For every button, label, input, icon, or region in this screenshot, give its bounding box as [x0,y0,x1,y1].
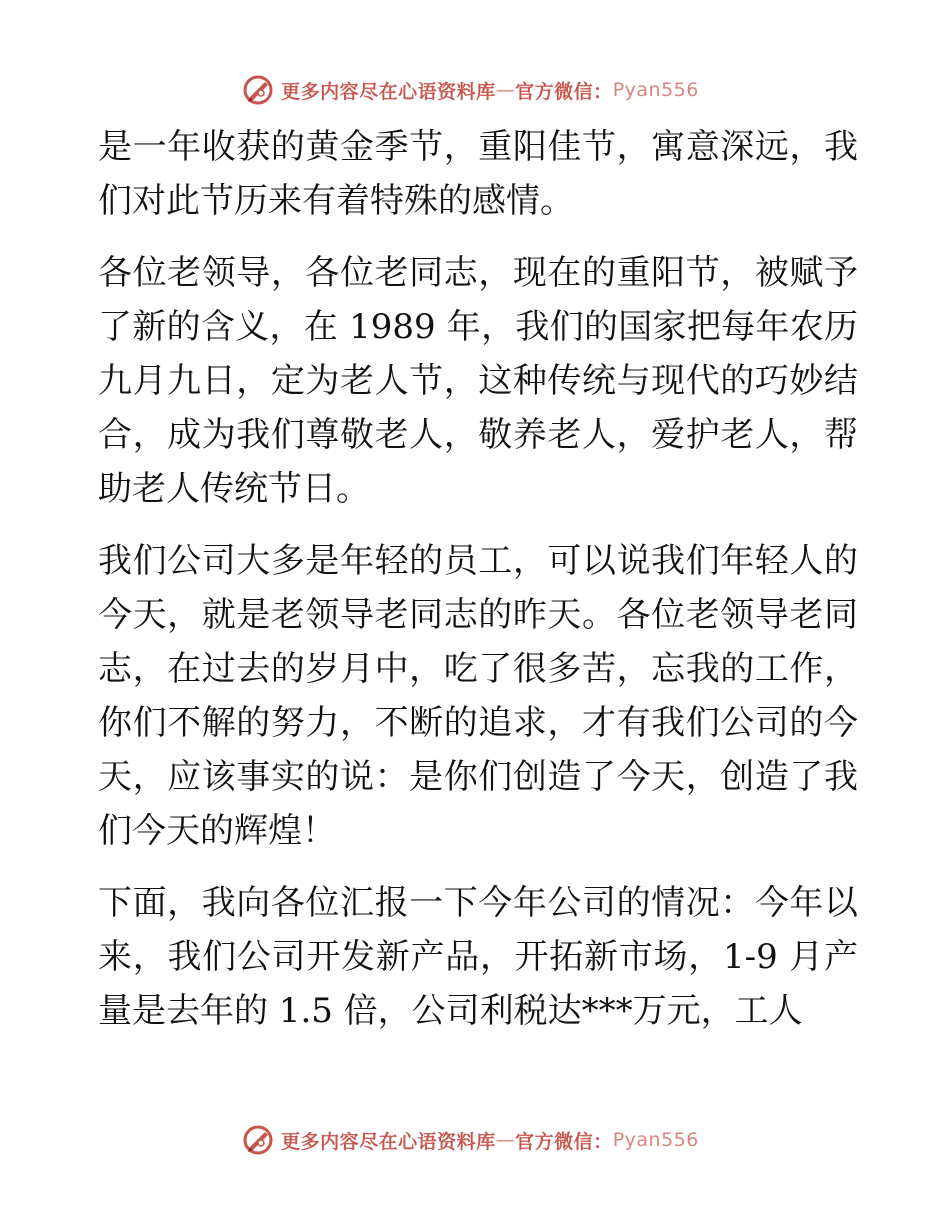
watermark-handle: Pyan556 [612,1129,699,1151]
watermark-dash: — [495,79,516,101]
pen-logo-icon [241,1123,275,1157]
document-body [98,120,858,1056]
watermark-secondary-text: 官方微信： [515,1130,613,1153]
paragraph-1: 是一年收获的黄金季节，重阳佳节，寓意深远，我们对此节历来有着特殊的感情。 [98,127,858,221]
paragraph-4: 下面，我向各位汇报一下今年公司的情况：今年以来，我们公司开发新产品，开拓新市场，1-9 月产量是去年的 1.5 倍，公司利税达***万元，工人 [98,883,858,1031]
paragraph-2: 各位老领导，各位老同志，现在的重阳节，被赋予了新的含义，在 1989 年，我们的国家把每年农历九月九日，定为老人节，这种传统与现代的巧妙结合，成为我们尊敬老人，敬养老人，爱护老人，帮助老人传统节日。 [98,253,858,509]
watermark-main-text: 更多内容尽在心语资料库 [281,80,496,103]
footer-watermark [0,1120,950,1160]
watermark-dash: — [495,1129,516,1151]
header-watermark [0,70,950,110]
watermark-handle: Pyan556 [612,79,699,101]
watermark-main-text: 更多内容尽在心语资料库 [281,1130,496,1153]
pen-logo-icon [241,73,275,107]
watermark-secondary-text: 官方微信： [515,80,613,103]
paragraph-3: 我们公司大多是年轻的员工，可以说我们年轻人的今天，就是老领导老同志的昨天。各位老领导老同志，在过去的岁月中，吃了很多苦，忘我的工作，你们不解的努力，不断的追求，才有我们公司的今天，应该事实的说：是你们创造了今天，创造了我们今天的辉煌！ [98,541,858,851]
